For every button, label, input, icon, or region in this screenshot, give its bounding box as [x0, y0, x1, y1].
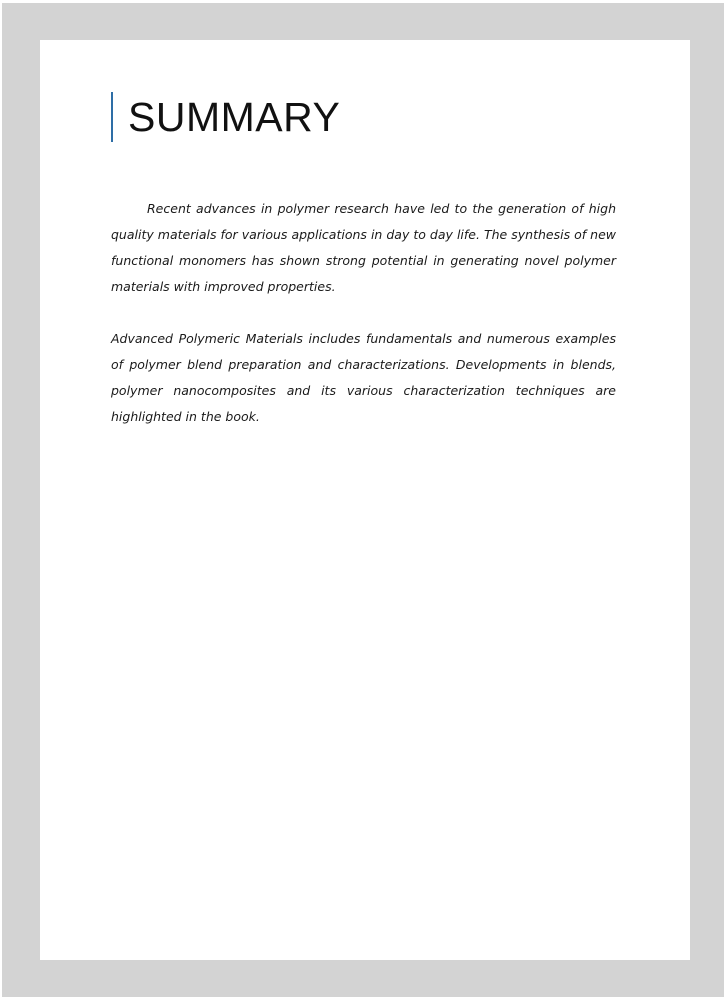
page-frame: [2, 3, 724, 997]
summary-body: [111, 196, 616, 456]
paragraph-2: Advanced Polymeric Materials includes fundamentals and numerous examples of polymer blend preparation and characterizations. Developments in blends, polymer nanocomposites and its various characterization techniques are highlighted in the book.: [111, 331, 616, 424]
title-block: [111, 92, 340, 142]
paragraph-1: Recent advances in polymer research have led to the generation of high quality materials for various applications in day to day life. The synthesis of new functional monomers has shown strong potential in generating novel polymer materials with improved properties.: [111, 201, 616, 294]
title-accent-bar: [111, 92, 113, 142]
document-page: [40, 40, 690, 960]
page-title: SUMMARY: [128, 94, 341, 140]
